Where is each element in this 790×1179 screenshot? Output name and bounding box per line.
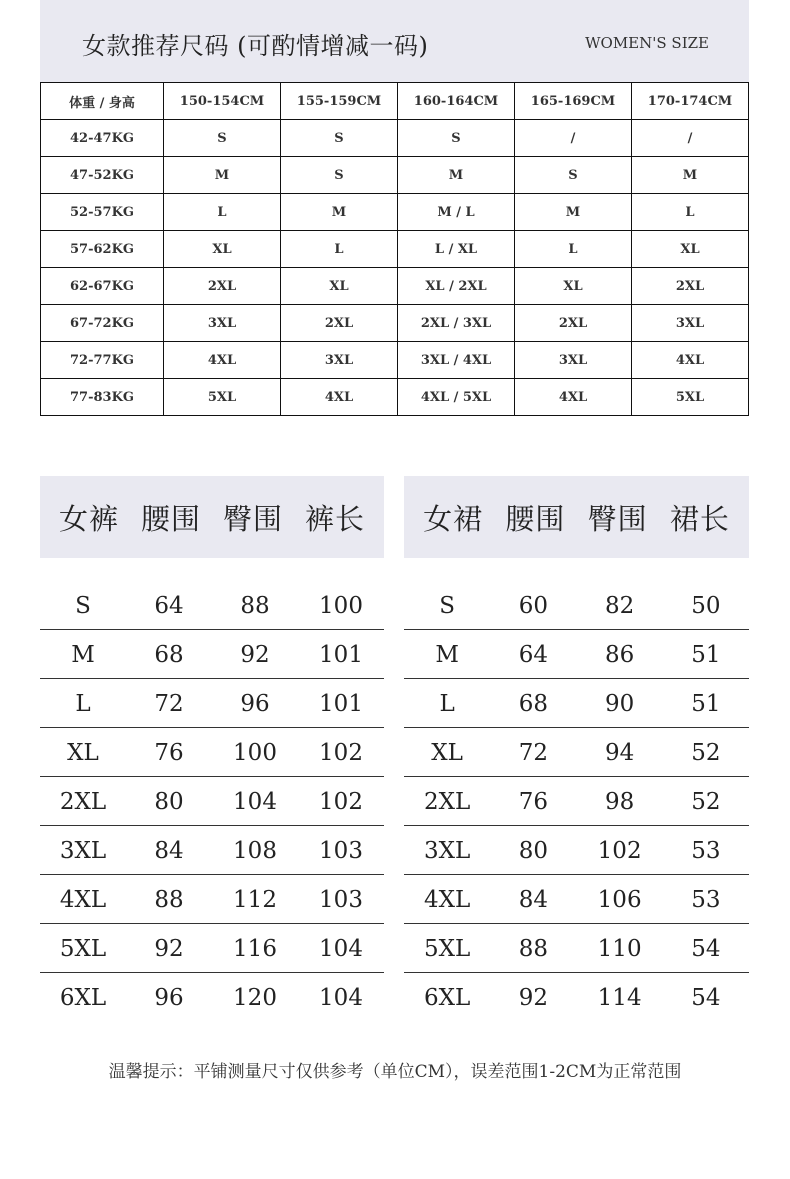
size-cell: S (164, 120, 281, 157)
measurement-value: 106 (597, 886, 642, 913)
size-cell: 2XL (515, 305, 632, 342)
weight-cell: 52-57KG (41, 194, 164, 231)
size-label: 2XL (59, 788, 107, 815)
measurement-value: 100 (233, 739, 277, 766)
size-label: 2XL (423, 788, 471, 815)
table-row (41, 342, 749, 379)
size-label: 5XL (59, 935, 107, 962)
measurement-value: 102 (319, 788, 363, 815)
table-row (40, 778, 384, 826)
header-cell: 155-159CM (281, 83, 398, 120)
table-row (404, 974, 749, 1021)
table-row (404, 827, 749, 875)
measurement-value: 120 (233, 984, 277, 1011)
skirt-header-waist: 腰围 (505, 501, 566, 536)
size-cell: 2XL (164, 268, 281, 305)
table-row (40, 974, 384, 1021)
size-label: L (75, 690, 91, 717)
measurement-value: 50 (691, 592, 721, 619)
measurement-value: 86 (604, 641, 635, 668)
measurement-value: 84 (518, 886, 549, 913)
size-cell: 2XL / 3XL (398, 305, 515, 342)
measurement-value: 112 (233, 886, 277, 913)
size-cell: L (515, 231, 632, 268)
table-row (40, 876, 384, 924)
size-cell: S (398, 120, 515, 157)
size-cell: S (281, 157, 398, 194)
size-label: 6XL (59, 984, 107, 1011)
measurement-value: 116 (233, 935, 277, 962)
measurement-value: 104 (319, 935, 363, 962)
size-cell: 4XL (281, 379, 398, 416)
measurement-value: 88 (518, 935, 549, 962)
measurement-value: 53 (691, 886, 721, 913)
weight-cell: 72-77KG (41, 342, 164, 379)
size-cell: XL (164, 231, 281, 268)
table-row (404, 778, 749, 826)
size-cell: / (632, 120, 749, 157)
measurement-value: 52 (691, 788, 721, 815)
size-cell: 2XL (632, 268, 749, 305)
size-cell: M / L (398, 194, 515, 231)
size-cell: 3XL (515, 342, 632, 379)
measurement-value: 103 (319, 886, 363, 913)
size-cell: M (515, 194, 632, 231)
table-row (41, 379, 749, 416)
size-chart-header (40, 0, 749, 82)
size-label: L (439, 690, 455, 717)
size-label: 4XL (59, 886, 107, 913)
pants-header (40, 476, 384, 558)
size-label: 6XL (423, 984, 471, 1011)
weight-cell: 57-62KG (41, 231, 164, 268)
size-cell: / (515, 120, 632, 157)
table-header-row (41, 83, 749, 120)
header-cell: 160-164CM (398, 83, 515, 120)
size-cell: 3XL (281, 342, 398, 379)
weight-cell: 62-67KG (41, 268, 164, 305)
header-title: 女款推荐尺码 (可酌情增减一码) (82, 32, 429, 60)
measurement-value: 64 (154, 592, 184, 619)
measurement-value: 64 (518, 641, 549, 668)
skirt-header-length: 裙长 (669, 501, 730, 536)
size-cell: XL (515, 268, 632, 305)
measurement-value: 51 (691, 641, 721, 668)
size-cell: L / XL (398, 231, 515, 268)
size-cell: M (632, 157, 749, 194)
table-row (404, 729, 749, 777)
size-cell: L (281, 231, 398, 268)
table-row (41, 305, 749, 342)
measurement-value: 94 (604, 739, 635, 766)
table-row (40, 582, 384, 630)
measurement-value: 76 (518, 788, 549, 815)
table-row (404, 582, 749, 630)
table-row (40, 631, 384, 679)
table-row (40, 680, 384, 728)
size-cell: 3XL (164, 305, 281, 342)
table-row (41, 231, 749, 268)
measurement-value: 82 (604, 592, 635, 619)
measurement-value: 53 (691, 837, 721, 864)
size-cell: L (164, 194, 281, 231)
table-row (404, 631, 749, 679)
size-label: 5XL (423, 935, 471, 962)
weight-cell: 47-52KG (41, 157, 164, 194)
measurement-note: 温馨提示：平铺测量尺寸仅供参考（单位CM），误差范围1-2CM为正常范围 (108, 1062, 682, 1082)
measurement-value: 80 (154, 788, 184, 815)
size-label: M (71, 641, 95, 668)
table-row (40, 925, 384, 973)
measurement-value: 103 (319, 837, 363, 864)
weight-cell: 77-83KG (41, 379, 164, 416)
size-cell: M (281, 194, 398, 231)
recommended-size-table (40, 82, 749, 416)
table-row (41, 120, 749, 157)
measurement-value: 51 (691, 690, 721, 717)
table-row (404, 925, 749, 973)
weight-cell: 42-47KG (41, 120, 164, 157)
pants-header-hip: 臀围 (222, 501, 283, 536)
size-cell: 2XL (281, 305, 398, 342)
measurement-value: 54 (691, 984, 721, 1011)
size-cell: S (515, 157, 632, 194)
header-cell: 170-174CM (632, 83, 749, 120)
size-cell: 3XL / 4XL (398, 342, 515, 379)
measurement-value: 92 (240, 641, 270, 668)
measurement-value: 104 (233, 788, 277, 815)
skirt-header-label: 女裙 (423, 501, 484, 536)
recommended-table-body (41, 120, 749, 416)
size-cell: 5XL (632, 379, 749, 416)
measurement-value: 90 (604, 690, 635, 717)
size-label: XL (67, 739, 99, 766)
size-label: M (435, 641, 459, 668)
pants-header-label: 女裤 (58, 501, 119, 536)
size-cell: L (632, 194, 749, 231)
measurement-value: 76 (154, 739, 184, 766)
size-cell: 5XL (164, 379, 281, 416)
size-label: S (439, 592, 455, 619)
measurement-value: 80 (518, 837, 549, 864)
size-cell: XL (632, 231, 749, 268)
table-row (40, 729, 384, 777)
measurement-value: 98 (604, 788, 635, 815)
skirt-size-table (404, 582, 749, 1021)
measurement-value: 114 (597, 984, 642, 1011)
header-cell: 体重 / 身高 (41, 83, 164, 120)
size-label: XL (431, 739, 463, 766)
size-cell: 3XL (632, 305, 749, 342)
size-label: 4XL (423, 886, 471, 913)
skirt-header (404, 476, 749, 558)
measurement-value: 96 (240, 690, 270, 717)
size-label: S (75, 592, 91, 619)
measurement-value: 110 (597, 935, 642, 962)
measurement-value: 102 (319, 739, 363, 766)
size-cell: XL / 2XL (398, 268, 515, 305)
measurement-value: 108 (233, 837, 277, 864)
size-cell: 4XL / 5XL (398, 379, 515, 416)
pants-header-length: 裤长 (304, 501, 365, 536)
size-cell: M (164, 157, 281, 194)
measurement-value: 68 (518, 690, 549, 717)
size-label: 3XL (59, 837, 107, 864)
measurement-value: 54 (691, 935, 721, 962)
measurement-value: 102 (597, 837, 642, 864)
table-row (41, 194, 749, 231)
measurement-value: 101 (319, 690, 363, 717)
measurement-value: 68 (154, 641, 184, 668)
table-row (404, 876, 749, 924)
table-row (40, 827, 384, 875)
measurement-value: 52 (691, 739, 721, 766)
size-label: 3XL (423, 837, 471, 864)
measurement-value: 92 (518, 984, 549, 1011)
measurement-value: 100 (319, 592, 363, 619)
table-row (404, 680, 749, 728)
measurement-value: 101 (319, 641, 363, 668)
measurement-value: 92 (154, 935, 184, 962)
size-cell: 4XL (515, 379, 632, 416)
measurement-value: 88 (154, 886, 184, 913)
measurement-value: 84 (154, 837, 184, 864)
size-cell: XL (281, 268, 398, 305)
measurement-value: 60 (518, 592, 549, 619)
header-english-title: WOMEN'S SIZE (585, 34, 709, 52)
measurement-value: 96 (154, 984, 184, 1011)
header-cell: 150-154CM (164, 83, 281, 120)
measurement-value: 72 (518, 739, 549, 766)
size-cell: M (398, 157, 515, 194)
skirt-header-hip: 臀围 (587, 501, 648, 536)
size-cell: S (281, 120, 398, 157)
measurement-value: 72 (154, 690, 184, 717)
size-cell: 4XL (632, 342, 749, 379)
weight-cell: 67-72KG (41, 305, 164, 342)
measurement-value: 88 (240, 592, 270, 619)
header-cell: 165-169CM (515, 83, 632, 120)
size-cell: 4XL (164, 342, 281, 379)
table-row (41, 157, 749, 194)
measurement-value: 104 (319, 984, 363, 1011)
pants-size-table (40, 582, 384, 1021)
pants-header-waist: 腰围 (140, 501, 201, 536)
table-row (41, 268, 749, 305)
